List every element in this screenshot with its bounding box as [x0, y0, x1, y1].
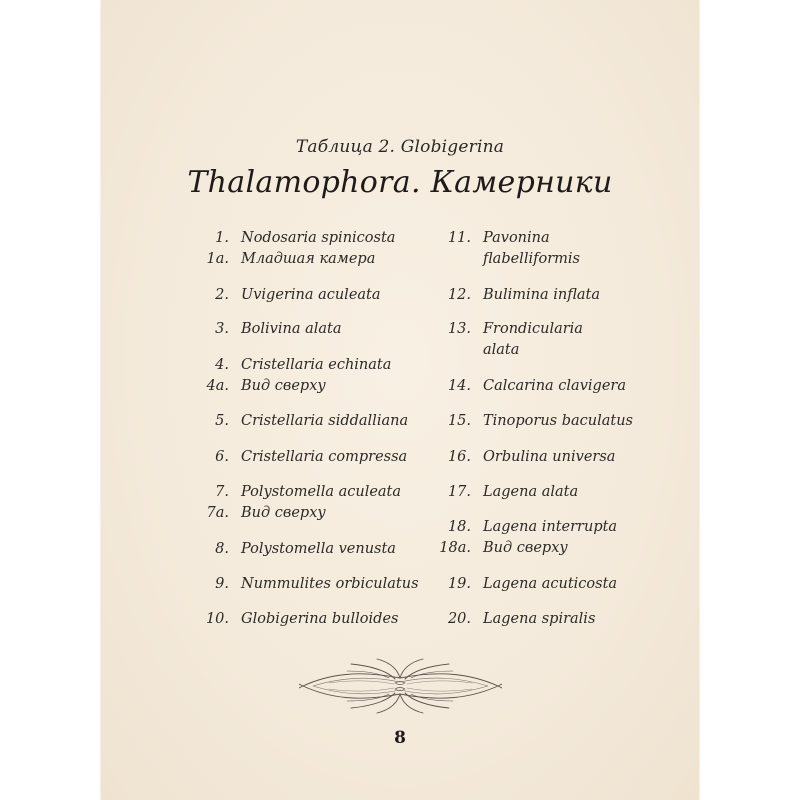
legend-entry-number: 4. — [215, 357, 229, 373]
legend-entry — [215, 285, 381, 306]
legend-entry-text: Bolivina alata — [241, 321, 342, 337]
plate-title: Thalamophora. Камерники — [187, 165, 613, 200]
legend-entry — [206, 249, 376, 270]
legend-entry-number: 16. — [447, 449, 471, 465]
legend-entry-text: Polystomella venusta — [241, 541, 396, 557]
legend-entry-text: Lagena acuticosta — [483, 576, 618, 592]
legend-entry-number: 20. — [447, 611, 471, 627]
legend-entry-number: 18. — [447, 519, 471, 535]
plate-subtitle: Таблица 2. Globigerina — [295, 137, 505, 157]
legend-entry-number: 7a. — [206, 505, 229, 521]
legend-entry — [447, 574, 618, 595]
legend-entry-number: 2. — [215, 287, 229, 303]
legend-entry-number: 14. — [447, 378, 471, 394]
legend-entry-text: Младшая камера — [241, 251, 376, 267]
legend-entry-text: Globigerina bulloides — [241, 611, 399, 627]
legend-entry-text: Polystomella aculeata — [241, 484, 402, 500]
legend-entry-text: Вид сверху — [241, 378, 326, 394]
legend-entry-text: Bulimina inflata — [483, 287, 601, 303]
legend-entry-number: 19. — [447, 576, 471, 592]
legend-entry — [215, 319, 342, 340]
legend-entry-text: Lagena alata — [483, 484, 579, 500]
legend-entry — [205, 609, 399, 630]
legend-entry-number: 1a. — [206, 251, 229, 267]
legend-entry-number: 8. — [215, 541, 229, 557]
legend-entry — [215, 539, 396, 560]
legend-entry-number: 11. — [447, 230, 471, 246]
legend-entry-number: 6. — [215, 449, 229, 465]
legend-entry-number: 12. — [447, 287, 471, 303]
legend-entry-text: Calcarina clavigera — [483, 378, 626, 394]
legend-entry-number: 18a. — [439, 540, 471, 556]
legend-entry — [447, 482, 579, 503]
legend-entry-text: Orbulina universa — [483, 449, 616, 465]
legend-entry-text: Cristellaria siddalliana — [241, 413, 409, 429]
legend-entry-text: alata — [483, 342, 520, 358]
legend-entry-text: Uvigerina aculeata — [241, 287, 381, 303]
legend-entry-number: 7. — [215, 484, 229, 500]
legend-entry-number: 17. — [447, 484, 471, 500]
legend-entry — [483, 249, 580, 270]
legend-entry-text: Nodosaria spinicosta — [241, 230, 396, 246]
legend-entry-text: Cristellaria echinata — [241, 357, 392, 373]
legend-entry-number: 13. — [447, 321, 471, 337]
legend-entry-number: 15. — [447, 413, 471, 429]
legend-entry — [447, 517, 618, 538]
legend-entry — [447, 609, 596, 630]
legend-entry-text: Frondicularia — [483, 321, 583, 337]
legend-entry — [447, 319, 583, 340]
legend-entry-text: Lagena spiralis — [483, 611, 596, 627]
legend-entry — [483, 340, 519, 361]
legend-entry — [447, 228, 550, 249]
legend-entry-text: Вид сверху — [483, 540, 568, 556]
legend-entry-text: Nummulites orbiculatus — [241, 576, 419, 592]
legend-entry-number: 10. — [205, 611, 229, 627]
legend-entry — [447, 285, 601, 306]
legend-entry-number: 1. — [215, 230, 229, 246]
legend-entry — [206, 503, 326, 524]
legend-entry — [206, 376, 326, 397]
legend-entry-text: Tinoporus baculatus — [483, 413, 633, 429]
legend-entry — [215, 482, 402, 503]
legend-entry — [447, 447, 616, 468]
legend-entry-text: Pavonina — [483, 230, 550, 246]
legend-entry-number: 5. — [215, 413, 229, 429]
legend-entry — [215, 447, 408, 468]
legend-entry — [215, 574, 419, 595]
legend-entry — [215, 411, 409, 432]
decorative-ornament-icon — [299, 656, 502, 716]
legend-entry-number: 9. — [215, 576, 229, 592]
legend-entry-number: 4a. — [206, 378, 229, 394]
page-number: 8 — [394, 728, 406, 748]
legend-entry-text: flabelliformis — [483, 251, 580, 267]
legend-entry-text: Cristellaria compressa — [241, 449, 408, 465]
legend-entry-text: Lagena interrupta — [483, 519, 618, 535]
legend-entry — [215, 355, 392, 376]
legend-entry-number: 3. — [215, 321, 229, 337]
book-page — [101, 0, 699, 800]
legend-entry — [447, 411, 633, 432]
legend-entry — [215, 228, 396, 249]
legend-entry-text: Вид сверху — [241, 505, 326, 521]
legend-entry — [447, 376, 626, 397]
legend-entry — [439, 538, 568, 559]
